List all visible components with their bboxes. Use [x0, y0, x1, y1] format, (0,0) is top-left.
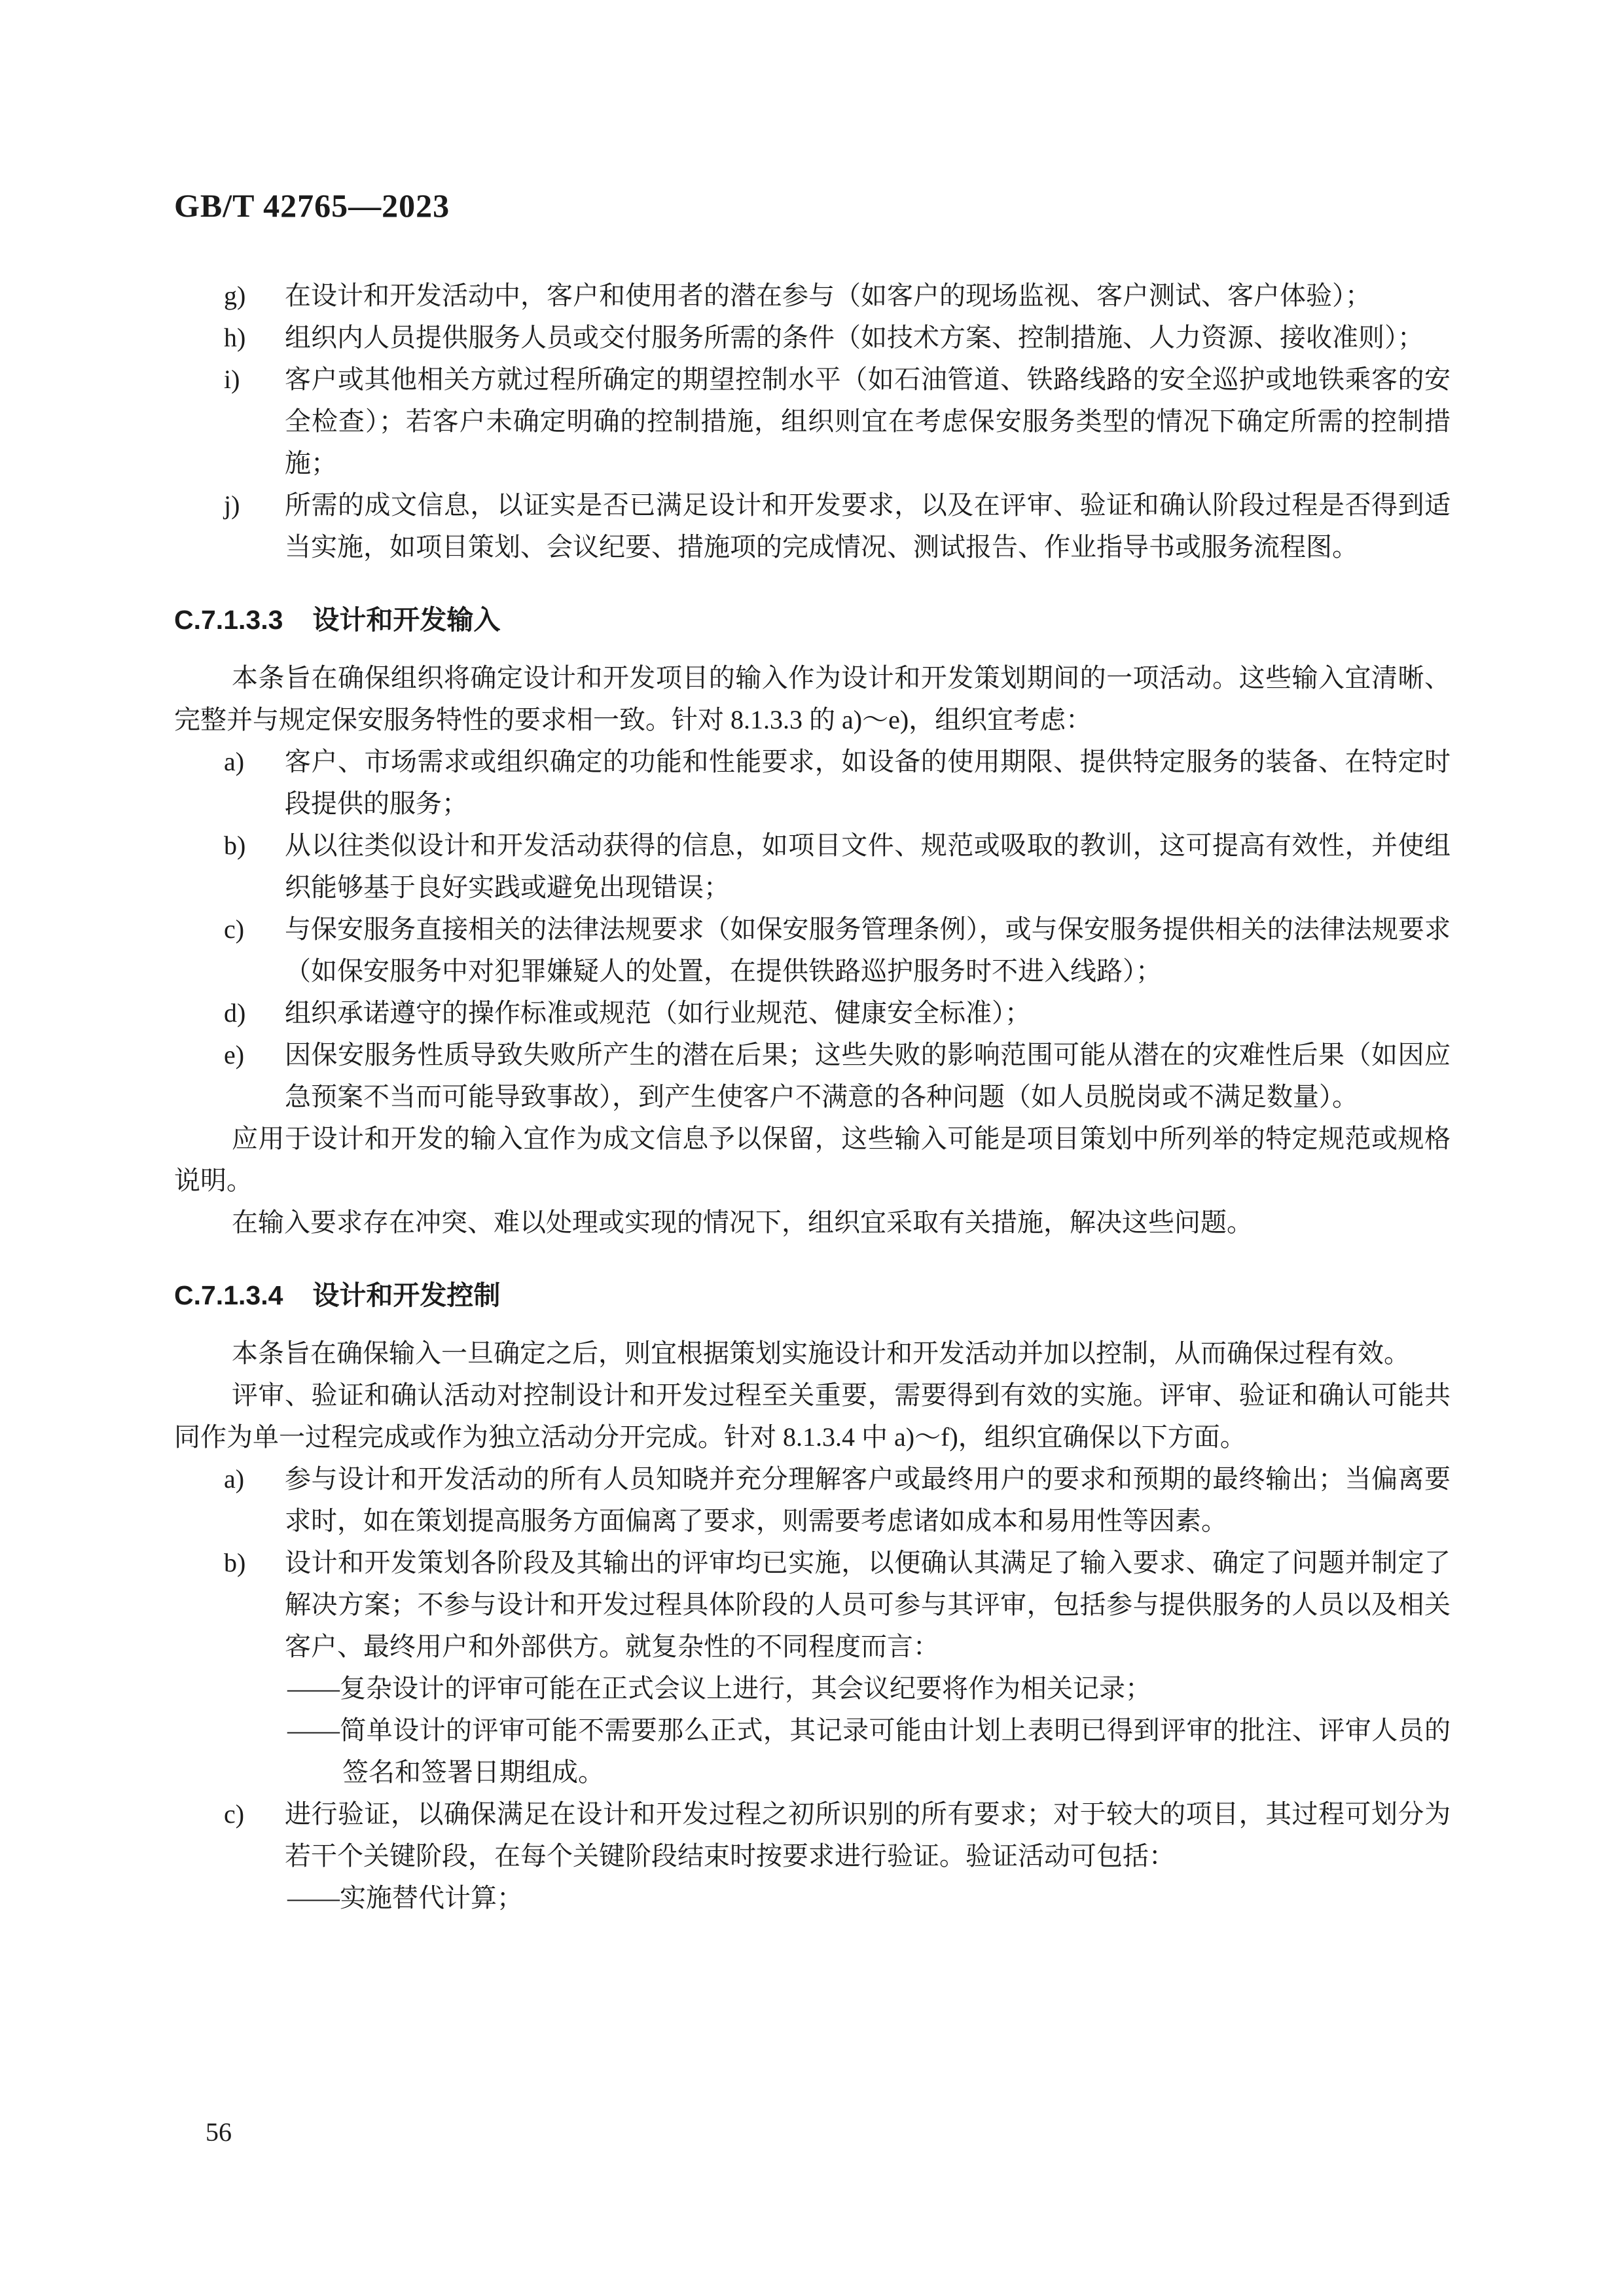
input-considerations-list — [174, 741, 1451, 1118]
list-item — [174, 1034, 1451, 1118]
list-item-label: a) — [224, 1464, 245, 1494]
list-item — [174, 741, 1451, 825]
continued-list — [174, 275, 1451, 568]
list-item — [174, 484, 1451, 568]
section-heading — [174, 1276, 1451, 1314]
list-item — [174, 908, 1451, 992]
section-number: C.7.1.3.3 — [174, 605, 283, 635]
list-item-text: 与保安服务直接相关的法律法规要求（如保安服务管理条例），或与保安服务提供相关的法律法规要求（如保安服务中对犯罪嫌疑人的处置，在提供铁路巡护服务时不进入线路）； — [285, 914, 1451, 986]
list-item-text: 所需的成文信息，以证实是否已满足设计和开发要求，以及在评审、验证和确认阶段过程是否得到适当实施，如项目策划、会议纪要、措施项的完成情况、测试报告、作业指导书或服务流程图。 — [285, 490, 1451, 562]
list-item-text: 从以往类似设计和开发活动获得的信息，如项目文件、规范或吸取的教训，这可提高有效性，并使组织能够基于良好实践或避免出现错误； — [285, 831, 1451, 902]
list-item-label: a) — [224, 747, 245, 776]
page-number: 56 — [206, 2117, 232, 2147]
dash-list-item: ——实施替代计算； — [287, 1883, 523, 1912]
section-heading — [174, 601, 1451, 639]
list-item — [174, 1542, 1451, 1668]
section-title: 设计和开发控制 — [312, 1280, 501, 1310]
list-item-text: 进行验证，以确保满足在设计和开发过程之初所识别的所有要求；对于较大的项目，其过程可划分为若干个关键阶段，在每个关键阶段结束时按要求进行验证。验证活动可包括： — [285, 1799, 1451, 1871]
page-content — [174, 0, 1451, 1919]
list-item-text: 因保安服务性质导致失败所产生的潜在后果；这些失败的影响范围可能从潜在的灾难性后果（如因应急预案不当而可能导致事故），到产生使客户不满意的各种问题（如人员脱岗或不满足数量）。 — [285, 1040, 1451, 1111]
body-text — [174, 275, 1451, 1919]
paragraph: 本条旨在确保输入一旦确定之后，则宜根据策划实施设计和开发活动并加以控制，从而确保过程有效。 — [232, 1338, 1410, 1368]
list-item — [174, 317, 1451, 359]
list-item-label: b) — [224, 831, 246, 860]
list-item-label: g) — [224, 281, 246, 310]
dash-list-item: ——复杂设计的评审可能在正式会议上进行，其会议纪要将作为相关记录； — [287, 1674, 1151, 1703]
list-item-label: d) — [224, 998, 246, 1028]
paragraph: 本条旨在确保组织将确定设计和开发项目的输入作为设计和开发策划期间的一项活动。这些输入宜清晰、完整并与规定保安服务特性的要求相一致。针对 8.1.3.3 的 a)～e)，组织宜考虑： — [174, 663, 1451, 734]
list-item-label: c) — [224, 1799, 245, 1829]
list-item-text: 组织承诺遵守的操作标准或规范（如行业规范、健康安全标准）； — [285, 998, 1031, 1028]
list-item — [174, 359, 1451, 484]
paragraph: 在输入要求存在冲突、难以处理或实现的情况下，组织宜采取有关措施，解决这些问题。 — [232, 1208, 1253, 1237]
document-code: GB/T 42765—2023 — [174, 187, 450, 224]
control-aspects-list — [174, 1458, 1451, 1919]
list-item-text: 设计和开发策划各阶段及其输出的评审均已实施，以便确认其满足了输入要求、确定了问题并制定了解决方案；不参与设计和开发过程具体阶段的人员可参与其评审，包括参与提供服务的人员以及相关客户、最终用户和外部供方。就复杂性的不同程度而言： — [285, 1548, 1451, 1661]
list-item-label: h) — [224, 323, 246, 352]
list-item — [174, 825, 1451, 908]
list-item-label: c) — [224, 914, 245, 944]
list-item-text: 客户、市场需求或组织确定的功能和性能要求，如设备的使用期限、提供特定服务的装备、在特定时段提供的服务； — [285, 747, 1451, 818]
list-item-text: 在设计和开发活动中，客户和使用者的潜在参与（如客户的现场监视、客户测试、客户体验）； — [285, 281, 1371, 310]
section-title: 设计和开发输入 — [312, 605, 501, 635]
list-item-text: 客户或其他相关方就过程所确定的期望控制水平（如石油管道、铁路线路的安全巡护或地铁乘客的安全检查）；若客户未确定明确的控制措施，组织则宜在考虑保安服务类型的情况下确定所需的控制措施； — [285, 365, 1451, 478]
list-item — [174, 992, 1451, 1034]
list-item — [174, 1793, 1451, 1877]
list-item-label: i) — [224, 365, 240, 394]
list-item-label: e) — [224, 1040, 245, 1069]
paragraph: 评审、验证和确认活动对控制设计和开发过程至关重要，需要得到有效的实施。评审、验证和确认可能共同作为单一过程完成或作为独立活动分开完成。针对 8.1.3.4 中 a)～f)，组织宜确保以下方面。 — [174, 1380, 1451, 1452]
section-number: C.7.1.3.4 — [174, 1280, 283, 1310]
list-item-text: 组织内人员提供服务人员或交付服务所需的条件（如技术方案、控制措施、人力资源、接收准则）； — [285, 323, 1424, 352]
paragraph: 应用于设计和开发的输入宜作为成文信息予以保留，这些输入可能是项目策划中所列举的特定规范或规格说明。 — [174, 1124, 1451, 1195]
dash-list-item: ——简单设计的评审可能不需要那么正式，其记录可能由计划上表明已得到评审的批注、评审人员的签名和签署日期组成。 — [287, 1715, 1451, 1787]
list-item-text: 参与设计和开发活动的所有人员知晓并充分理解客户或最终用户的要求和预期的最终输出；当偏离要求时，如在策划提高服务方面偏离了要求，则需要考虑诸如成本和易用性等因素。 — [285, 1464, 1451, 1535]
list-item-label: j) — [224, 490, 240, 520]
list-item — [174, 275, 1451, 317]
list-item-label: b) — [224, 1548, 246, 1577]
list-item — [174, 1458, 1451, 1542]
